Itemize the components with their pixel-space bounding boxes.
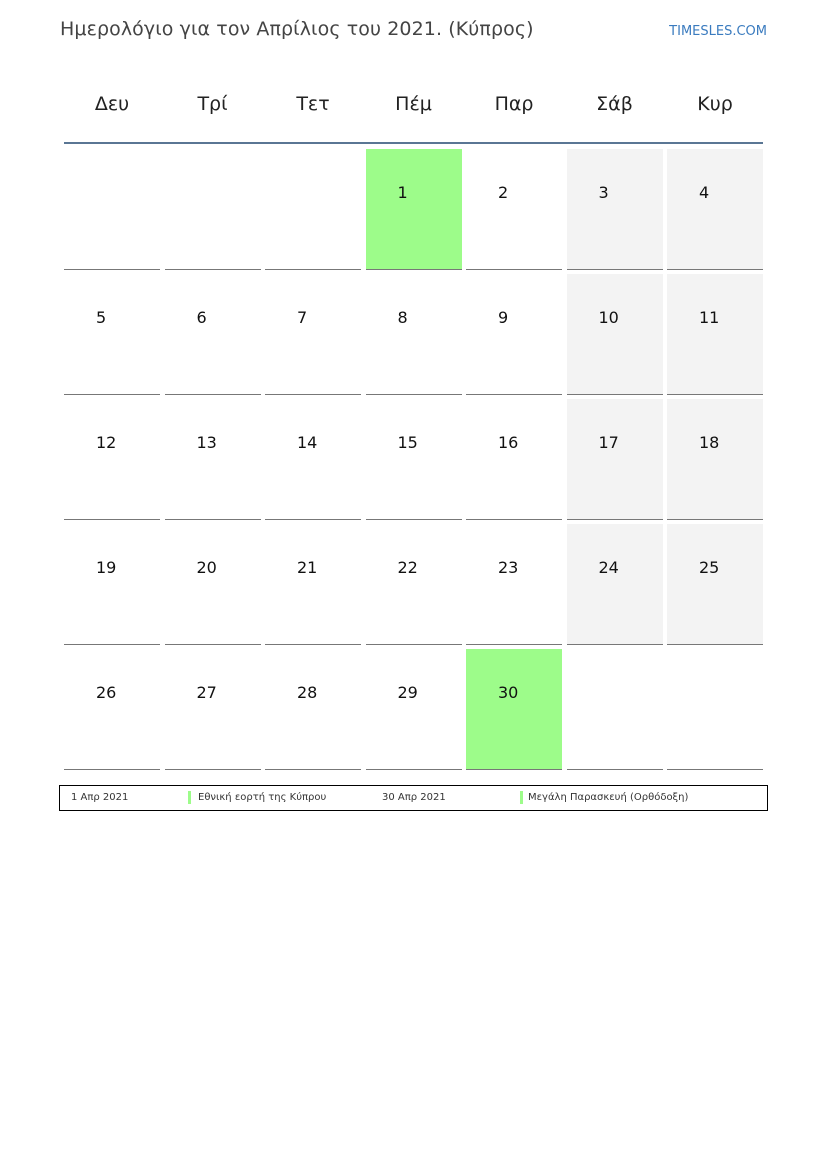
day-number: 25	[699, 558, 720, 577]
day-number: 19	[96, 558, 117, 577]
day-number: 7	[297, 308, 308, 327]
day-number: 29	[397, 683, 418, 702]
day-cell	[567, 399, 663, 520]
day-cell	[667, 274, 763, 395]
day-number: 4	[699, 183, 710, 202]
day-number: 2	[498, 183, 509, 202]
day-cell	[165, 274, 261, 395]
legend-date: 30 Απρ 2021	[382, 792, 446, 803]
day-cell	[466, 524, 562, 645]
day-number: 6	[196, 308, 207, 327]
day-cell	[265, 524, 361, 645]
day-number: 11	[699, 308, 720, 327]
day-number: 16	[498, 433, 519, 452]
day-cell	[165, 649, 261, 770]
day-number: 1	[397, 183, 408, 202]
day-cell	[64, 399, 160, 520]
calendar-grid	[64, 149, 763, 770]
holiday-legend	[59, 785, 768, 811]
day-number: 13	[196, 433, 217, 452]
day-cell	[265, 399, 361, 520]
weekday-fri: Παρ	[494, 93, 534, 115]
day-cell	[366, 274, 462, 395]
header-divider	[64, 142, 763, 144]
day-cell	[366, 399, 462, 520]
day-number: 9	[498, 308, 509, 327]
day-cell	[165, 524, 261, 645]
empty-day-cell	[265, 149, 361, 270]
empty-day-cell	[567, 649, 663, 770]
day-number: 26	[96, 683, 117, 702]
page-title: Ημερολόγιο για τον Απρίλιος του 2021. (Κύπρος)	[60, 18, 534, 40]
day-cell	[64, 274, 160, 395]
day-cell	[667, 524, 763, 645]
day-cell	[265, 274, 361, 395]
day-cell	[667, 149, 763, 270]
day-cell	[567, 274, 663, 395]
weekday-sun: Κυρ	[697, 93, 733, 115]
day-cell	[165, 399, 261, 520]
legend-holiday-name: Μεγάλη Παρασκευή (Ορθόδοξη)	[528, 792, 689, 803]
day-number: 3	[598, 183, 609, 202]
site-link[interactable]: TIMESLES.COM	[669, 24, 767, 39]
legend-color-marker	[188, 791, 191, 804]
day-number: 15	[397, 433, 418, 452]
day-cell	[366, 524, 462, 645]
weekday-wed: Τετ	[296, 93, 330, 115]
day-cell	[466, 149, 562, 270]
legend-date: 1 Απρ 2021	[71, 792, 129, 803]
day-number: 17	[598, 433, 619, 452]
day-number: 12	[96, 433, 117, 452]
weekday-thu: Πέμ	[395, 93, 432, 115]
holiday-day-cell	[466, 649, 562, 770]
day-number: 14	[297, 433, 318, 452]
day-cell	[366, 649, 462, 770]
legend-color-marker	[520, 791, 523, 804]
day-number: 24	[598, 558, 619, 577]
empty-day-cell	[667, 649, 763, 770]
day-cell	[567, 524, 663, 645]
weekday-header-row	[64, 78, 763, 130]
day-number: 5	[96, 308, 107, 327]
weekday-tue: Τρί	[197, 93, 228, 115]
holiday-day-cell	[366, 149, 462, 270]
empty-day-cell	[165, 149, 261, 270]
weekday-sat: Σάβ	[596, 93, 633, 115]
day-cell	[567, 149, 663, 270]
day-number: 27	[196, 683, 217, 702]
day-number: 23	[498, 558, 519, 577]
day-number: 30	[498, 683, 519, 702]
day-cell	[466, 274, 562, 395]
day-number: 20	[196, 558, 217, 577]
empty-day-cell	[64, 149, 160, 270]
weekday-mon: Δευ	[94, 93, 130, 115]
day-cell	[667, 399, 763, 520]
day-number: 18	[699, 433, 720, 452]
day-cell	[64, 649, 160, 770]
legend-holiday-name: Εθνική εορτή της Κύπρου	[198, 792, 327, 803]
day-cell	[64, 524, 160, 645]
day-number: 21	[297, 558, 318, 577]
day-number: 8	[397, 308, 408, 327]
day-number: 22	[397, 558, 418, 577]
day-number: 10	[598, 308, 619, 327]
day-number: 28	[297, 683, 318, 702]
day-cell	[466, 399, 562, 520]
day-cell	[265, 649, 361, 770]
